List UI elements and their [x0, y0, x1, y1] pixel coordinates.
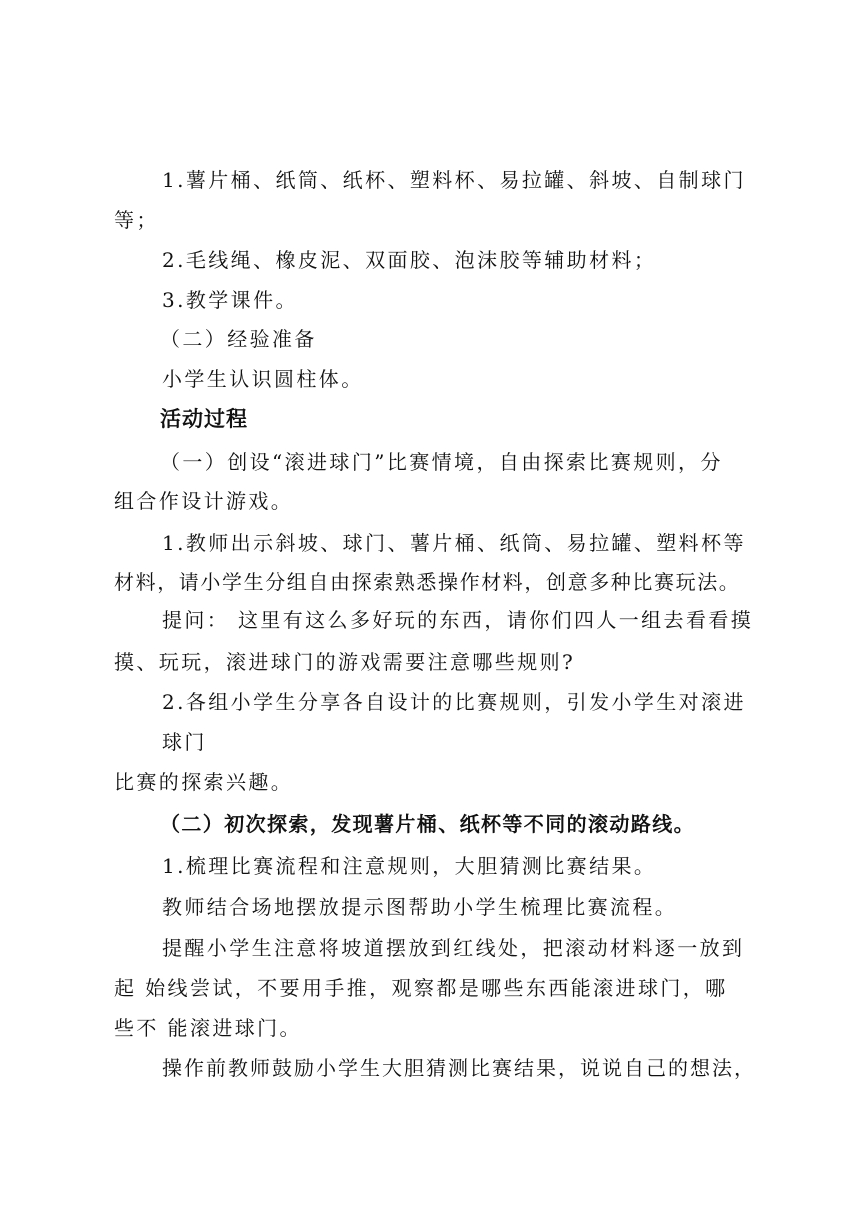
- part1-step2-line-3: 比赛的探索兴趣。: [114, 770, 294, 794]
- part2-heading: （二）初次探索，发现薯片桶、纸杯等不同的滚动路线。: [160, 812, 695, 836]
- material-item-2: 2.毛线绳、橡皮泥、双面胶、泡沫胶等辅助材料；: [162, 248, 657, 272]
- part2-para3: 操作前教师鼓励小学生大胆猜测比赛结果，说说自己的想法，: [162, 1056, 756, 1080]
- part1-step1-line-2: 材料，请小学生分组自由探索熟悉操作材料，创意多种比赛玩法。: [114, 570, 741, 594]
- part2-para2-line-3: 些不 能滚进球门。: [114, 1016, 302, 1040]
- material-item-1-line-2: 等；: [114, 208, 159, 232]
- material-item-1-line-1: 1.薯片桶、纸筒、纸杯、塑料杯、易拉罐、斜坡、自制球门: [162, 168, 746, 192]
- experience-heading: （二）经验准备: [160, 327, 317, 351]
- part2-step1: 1.梳理比赛流程和注意规则，大胆猜测比赛结果。: [162, 854, 657, 878]
- part2-para2-line-1: 提醒小学生注意将坡道摆放到红线处，把滚动材料逐一放到: [162, 936, 745, 960]
- part2-para1: 教师结合场地摆放提示图帮助小学生梳理比赛流程。: [162, 895, 678, 919]
- experience-text: 小学生认识圆柱体。: [162, 367, 364, 391]
- process-heading: 活动过程: [160, 407, 248, 431]
- part1-step1-line-1: 1.教师出示斜坡、球门、薯片桶、纸筒、易拉罐、塑料杯等: [162, 531, 746, 555]
- part1-heading-line-2: 组合作设计游戏。: [114, 489, 294, 513]
- material-item-3: 3.教学课件。: [162, 288, 298, 312]
- part1-step2-line-2: 球门: [162, 730, 207, 754]
- part1-question-line-1: 提问： 这里有这么多好玩的东西，请你们四人一组去看看摸: [162, 608, 754, 632]
- part1-question-line-2: 摸、玩玩，滚进球门的游戏需要注意哪些规则?: [114, 650, 576, 674]
- part1-step2-line-1: 2.各组小学生分享各自设计的比赛规则，引发小学生对滚进: [162, 690, 746, 714]
- part2-para2-line-2: 起 始线尝试，不要用手推，观察都是哪些东西能滚进球门，哪: [114, 976, 728, 1000]
- part1-heading-line-1: （一）创设“滚进球门”比赛情境，自由探索比赛规则，分: [160, 450, 723, 474]
